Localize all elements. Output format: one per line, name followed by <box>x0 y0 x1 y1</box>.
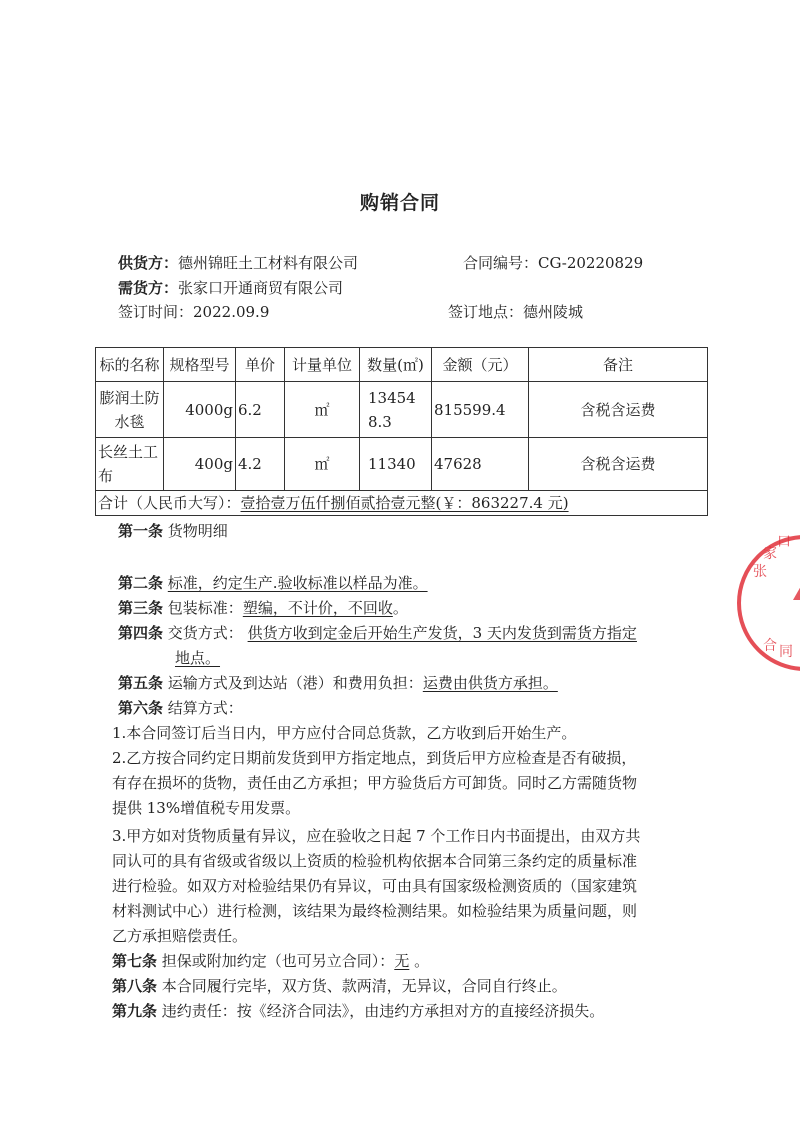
clause-text: 违约责任：按《经济合同法》，由违约方承担对方的直接经济损失。 <box>161 1002 605 1020</box>
clause-prefix: 担保或附加约定（也可另立合同）： <box>161 952 395 970</box>
sign-place-value: 德州陵城 <box>523 303 584 321</box>
clause-5 <box>0 671 800 696</box>
header-cell: 计量单位 <box>285 348 360 382</box>
clause-3 <box>0 596 800 621</box>
seal-star-icon <box>793 586 800 600</box>
buyer-value: 张家口开通商贸有限公司 <box>178 279 344 297</box>
supplier-label: 供货方： <box>118 254 179 272</box>
clause-text: 本合同履行完毕，双方货、款两清，无异议，合同自行终止。 <box>161 977 567 995</box>
payment-item-3-cont: 同认可的具有省级或省级以上资质的检验机构依据本合同第三条约定的质量标准 <box>112 852 638 870</box>
seal-char: 合 <box>763 638 777 654</box>
clause-2 <box>0 571 800 596</box>
payment-item-3-cont: 乙方承担赔偿责任。 <box>112 927 248 945</box>
buyer-label: 需货方： <box>118 279 179 297</box>
seal-char: 家 <box>763 546 777 562</box>
total-cell <box>96 491 708 516</box>
supplier-value: 德州锦旺土工材料有限公司 <box>178 254 359 272</box>
sign-place-label: 签订地点： <box>448 303 524 321</box>
company-seal <box>735 528 800 678</box>
amount-cell: 815599.4 <box>432 382 529 438</box>
clause-text: 结算方式： <box>167 699 243 717</box>
item-name-cell: 膨润土防水毯 <box>96 382 164 438</box>
spec-cell: 400g <box>164 438 236 491</box>
contract-body <box>0 347 800 1024</box>
price-cell: 6.2 <box>236 382 285 438</box>
contract-no-label: 合同编号： <box>463 254 539 272</box>
clause-text: 标准，约定生产.验收标准以样品为准。 <box>167 574 428 592</box>
sign-date-label: 签订时间： <box>118 303 194 321</box>
clause-text: 运费由供货方承担。 <box>422 674 558 692</box>
payment-item-2: 2.乙方按合同约定日期前发货到甲方指定地点，到货后甲方应检查是否有破损， <box>112 749 637 767</box>
header-cell: 数量(㎡) <box>360 348 432 382</box>
clause-6 <box>0 696 800 721</box>
amount-cell: 47628 <box>432 438 529 491</box>
clause-prefix: 运输方式及到达站（港）和费用负担： <box>167 674 423 692</box>
clause-prefix: 交货方式： <box>167 624 243 642</box>
clause-label: 第八条 <box>112 977 158 995</box>
clause-8 <box>0 974 800 999</box>
clause-label: 第七条 <box>112 952 158 970</box>
spec-cell: 4000g <box>164 382 236 438</box>
payment-item-2-cont: 提供 13%增值税专用发票。 <box>112 799 301 817</box>
payment-item-2-cont: 有存在损坏的货物，责任由乙方承担；甲方验货后方可卸货。同时乙方需随货物 <box>112 774 638 792</box>
supplier-line <box>118 252 358 273</box>
table-row <box>96 438 708 491</box>
clause-4-cont <box>0 646 800 671</box>
clause-7 <box>0 949 800 974</box>
total-value: 壹拾壹万伍仟捌佰贰拾壹元整(￥：863227.4 元) <box>240 494 569 512</box>
payment-item-3-cont: 进行检验。如双方对检验结果仍有异议，可由具有国家级检测资质的（国家建筑 <box>112 877 638 895</box>
item-name-cell: 长丝土工布 <box>96 438 164 491</box>
unit-cell: ㎡ <box>285 438 360 491</box>
clause-label: 第九条 <box>112 1002 158 1020</box>
clause-label: 第六条 <box>118 699 164 717</box>
clause-label: 第四条 <box>118 624 164 642</box>
payment-item-3-cont: 材料测试中心）进行检测，该结果为最终检测结果。如检验结果为质量问题，则 <box>112 902 638 920</box>
document-title: 购销合同 <box>359 192 440 214</box>
goods-table <box>95 347 708 516</box>
seal-char: 同 <box>779 644 793 660</box>
qty-cell: 11340 <box>360 438 432 491</box>
clause-text: 塑编，不计价，不回收 <box>242 599 393 617</box>
sign-date-value: 2022.09.9 <box>193 303 270 321</box>
note-cell: 含税含运费 <box>529 438 708 491</box>
payment-item-1: 1.本合同签订后当日内，甲方应付合同总货款，乙方收到后开始生产。 <box>112 724 577 742</box>
clause-prefix: 包装标准： <box>167 599 243 617</box>
clause-label: 第三条 <box>118 599 164 617</box>
clause-suffix: 。 <box>392 599 408 617</box>
clause-text: 货物明细 <box>167 522 228 540</box>
clause-suffix: 。 <box>409 952 430 970</box>
seal-lettering <box>753 534 793 660</box>
clause-1 <box>0 519 800 544</box>
buyer-line <box>118 277 343 298</box>
sign-place-line <box>448 301 583 322</box>
clause-text: 无 <box>394 952 410 970</box>
clause-label: 第五条 <box>118 674 164 692</box>
seal-char: 口 <box>777 534 791 550</box>
header-cell: 金额（元） <box>432 348 529 382</box>
payment-item-3: 3.甲方如对货物质量有异议，应在验收之日起 7 个工作日内书面提出，由双方共 <box>112 827 641 845</box>
header-cell: 标的名称 <box>96 348 164 382</box>
clause-9 <box>0 999 800 1024</box>
header-cell: 单价 <box>236 348 285 382</box>
total-label: 合计（人民币大写）： <box>98 494 241 512</box>
contract-no-value: CG-20220829 <box>538 254 644 272</box>
sign-date-line <box>118 301 269 322</box>
table-header-row <box>96 348 708 382</box>
table-row <box>96 382 708 438</box>
clause-text: 供货方收到定金后开始生产发货，3 天内发货到需货方指定 <box>247 624 637 642</box>
header-cell: 备注 <box>529 348 708 382</box>
seal-char: 张 <box>753 564 767 580</box>
clause-label: 第一条 <box>118 522 164 540</box>
clause-text: 地点。 <box>175 649 221 667</box>
contract-no-line <box>463 252 643 273</box>
total-row <box>96 491 708 516</box>
price-cell: 4.2 <box>236 438 285 491</box>
unit-cell: ㎡ <box>285 382 360 438</box>
qty-cell: 134548.3 <box>360 382 432 438</box>
header-cell: 规格型号 <box>164 348 236 382</box>
clause-label: 第二条 <box>118 574 164 592</box>
clause-4 <box>0 621 800 646</box>
note-cell: 含税含运费 <box>529 382 708 438</box>
